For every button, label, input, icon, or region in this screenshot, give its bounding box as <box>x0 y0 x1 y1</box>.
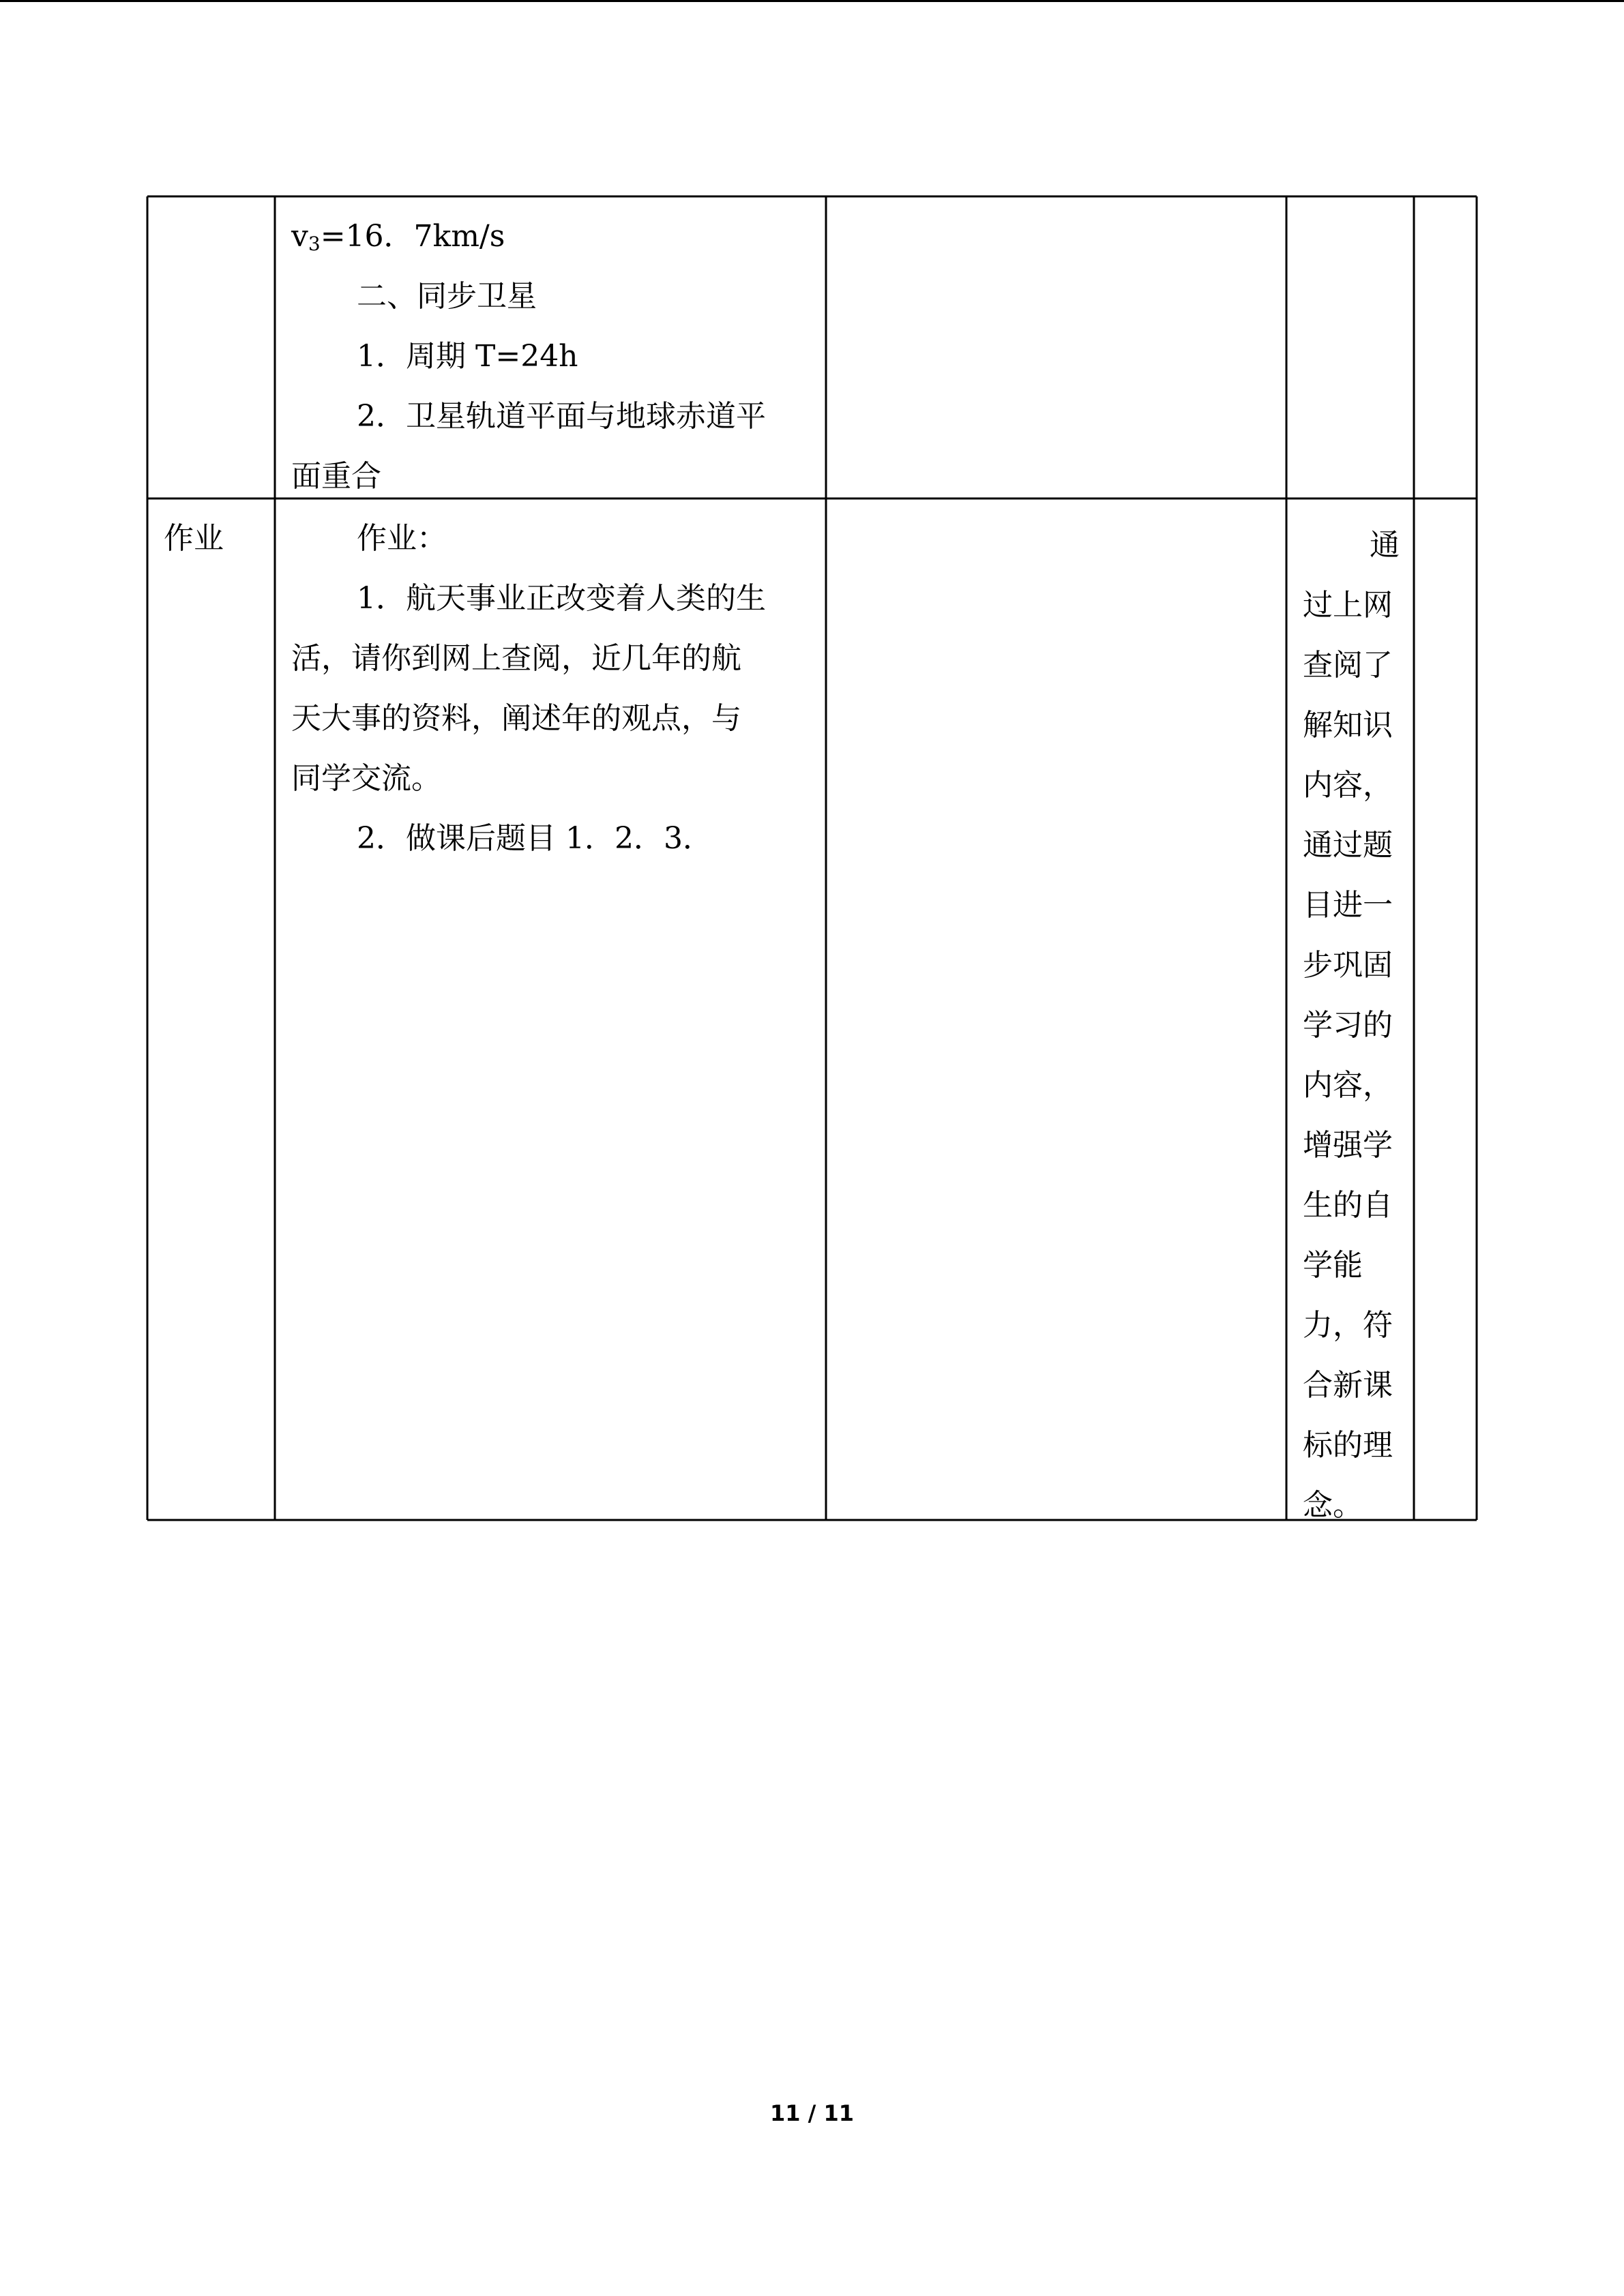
row2-content <box>291 509 766 869</box>
note-line: 内容， <box>1303 1068 1393 1103</box>
list-item-continuation: 同学交流。 <box>291 761 441 796</box>
note-line: 生的自 <box>1303 1188 1393 1223</box>
note-line: 学习的 <box>1303 1008 1393 1043</box>
note-line: 过上网 <box>1303 588 1393 623</box>
page-number: 11 / 11 <box>769 2100 855 2126</box>
v3-formula: $v_3=16$．7km/s <box>291 219 505 255</box>
list-item-continuation: 天大事的资料，阐述年的观点，与 <box>291 701 741 736</box>
row2-label: 作业 <box>164 521 224 556</box>
list-item: 2．做课后题目 1．2．3． <box>357 821 713 856</box>
note-line: 目进一 <box>1303 888 1393 923</box>
note-line: 查阅了 <box>1303 648 1393 683</box>
row2-notes <box>1303 516 1400 1536</box>
note-line: 念。 <box>1303 1488 1363 1523</box>
note-line: 通过题 <box>1303 828 1393 863</box>
list-item-continuation: 面重合 <box>291 459 381 494</box>
note-line: 解知识 <box>1303 708 1393 743</box>
note-line: 力，符 <box>1303 1308 1393 1343</box>
list-item: 2．卫星轨道平面与地球赤道平 <box>357 399 766 434</box>
row1-content <box>291 207 766 507</box>
list-item: 1．航天事业正改变着人类的生 <box>357 581 766 616</box>
note-line: 标的理 <box>1303 1428 1393 1463</box>
note-line: 通 <box>1370 528 1400 563</box>
note-line: 内容， <box>1303 768 1393 803</box>
note-line: 学能 <box>1303 1248 1363 1283</box>
note-line: 步巩固 <box>1303 948 1393 983</box>
list-item-continuation: 活，请你到网上查阅，近几年的航 <box>291 641 741 676</box>
homework-heading: 作业： <box>357 521 447 556</box>
note-line: 增强学 <box>1303 1128 1393 1163</box>
section-title-sync-satellite: 二、同步卫星 <box>357 279 537 314</box>
note-line: 合新课 <box>1303 1368 1393 1403</box>
list-item: 1．周期 T=24h <box>357 339 578 374</box>
